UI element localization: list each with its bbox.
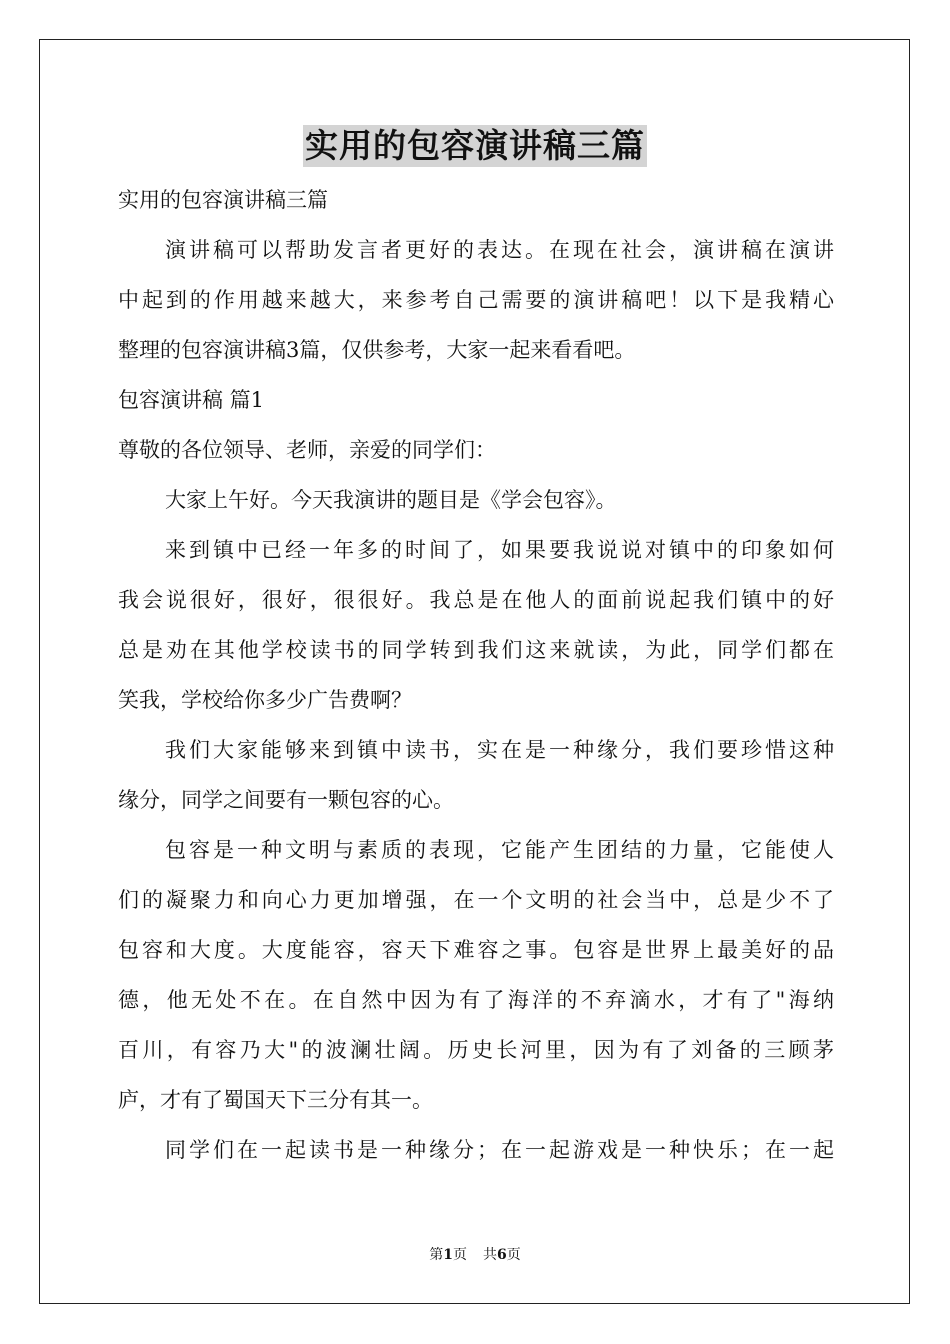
text-line: 笑我，学校给你多少广告费啊？ <box>118 688 412 712</box>
text-line: 缘分，同学之间要有一颗包容的心。 <box>118 788 454 812</box>
text-line: 中起到的作用越来越大，来参考自己需要的演讲稿吧！以下是我精心 <box>118 288 834 312</box>
footer-total-number: 6 <box>497 1247 507 1263</box>
text-line: 包容和大度。大度能容，容天下难容之事。包容是世界上最美好的品 <box>118 938 834 962</box>
text-line: 包容是一种文明与素质的表现，它能产生团结的力量，它能使人 <box>165 838 834 862</box>
text-line: 我会说很好，很好，很很好。我总是在他人的面前说起我们镇中的好 <box>118 588 834 612</box>
text-line: 我们大家能够来到镇中读书，实在是一种缘分，我们要珍惜这种 <box>165 738 834 762</box>
title-container <box>0 125 950 167</box>
text-line: 总是劝在其他学校读书的同学转到我们这来就读，为此，同学们都在 <box>118 638 834 662</box>
text-line: 尊敬的各位领导、老师，亲爱的同学们： <box>118 438 496 462</box>
text-line: 实用的包容演讲稿三篇 <box>118 188 328 212</box>
document-title: 实用的包容演讲稿三篇 <box>305 126 645 165</box>
text-line: 整理的包容演讲稿3篇，仅供参考，大家一起来看看吧。 <box>118 338 636 362</box>
footer-page-prefix: 第 <box>429 1247 444 1263</box>
document-body <box>118 175 834 1175</box>
text-line: 来到镇中已经一年多的时间了，如果要我说说对镇中的印象如何 <box>165 538 834 562</box>
text-line: 大家上午好。今天我演讲的题目是《学会包容》。 <box>165 488 617 512</box>
page-footer <box>0 1245 950 1265</box>
text-line: 包容演讲稿 篇1 <box>118 388 265 412</box>
text-line: 演讲稿可以帮助发言者更好的表达。在现在社会，演讲稿在演讲 <box>165 238 834 262</box>
text-line: 同学们在一起读书是一种缘分；在一起游戏是一种快乐；在一起 <box>165 1138 834 1162</box>
text-line: 庐，才有了蜀国天下三分有其一。 <box>118 1088 433 1112</box>
text-line: 百川，有容乃大"的波澜壮阔。历史长河里，因为有了刘备的三顾茅 <box>118 1038 834 1062</box>
footer-page-suffix: 页 <box>453 1247 467 1263</box>
footer-page-number: 1 <box>443 1247 453 1263</box>
text-line: 德，他无处不在。在自然中因为有了海洋的不弃滴水，才有了"海纳 <box>118 988 834 1012</box>
footer-total-prefix: 共 <box>483 1247 497 1263</box>
text-line: 们的凝聚力和向心力更加增强，在一个文明的社会当中，总是少不了 <box>118 888 834 912</box>
footer-total-suffix: 页 <box>506 1247 521 1263</box>
